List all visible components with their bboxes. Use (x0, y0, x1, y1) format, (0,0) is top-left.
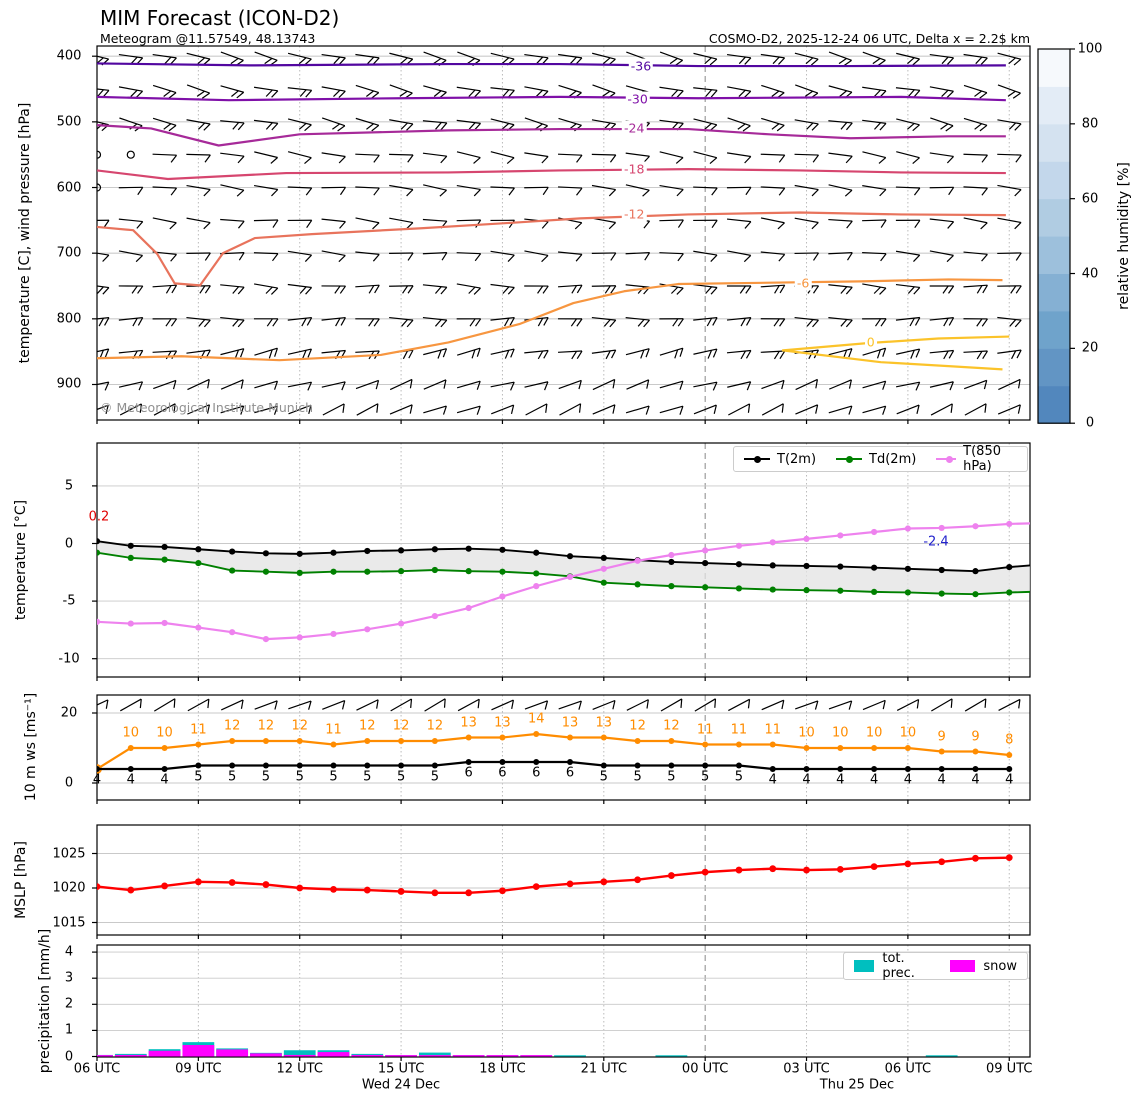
wind-gust-value: 12 (223, 718, 241, 734)
wind-gust-value: 11 (325, 722, 342, 737)
y-tick-label: 0 (64, 1049, 74, 1064)
contour-line--36 (97, 63, 1006, 66)
y-tick-label: 600 (56, 180, 82, 196)
wind-speed-value: 5 (734, 769, 744, 784)
legend-label-td2m: Td(2m) (869, 451, 917, 467)
ylabel-upper-air: temperature [C], wind pressure [hPa] (17, 102, 33, 364)
contour-line--18 (97, 169, 1006, 179)
precipitation-legend (843, 952, 1028, 980)
wind-speed-value: 5 (329, 769, 338, 784)
wind-gust-value: 10 (156, 725, 173, 741)
legend-label-totprec: tot. prec. (882, 951, 915, 981)
wind-gust-value: 13 (460, 715, 477, 730)
wind-speed-value: 5 (295, 769, 304, 784)
colorbar-label: relative humidity [%] (1116, 162, 1132, 310)
total-precip-bar (554, 1055, 586, 1056)
contour-line--30 (97, 97, 1006, 100)
y-tick-label: 2 (64, 996, 74, 1012)
snow-bar (351, 1055, 383, 1057)
t2m-min-annotation: -2.4 (923, 534, 949, 550)
wind-gust-value: 13 (494, 715, 511, 730)
colorbar-tick-label: 0 (1085, 415, 1095, 431)
wind-speed-value: 4 (937, 772, 946, 788)
colorbar-tick-label: 80 (1081, 116, 1099, 132)
wind-speed-value: 4 (802, 772, 811, 788)
snow-bar (520, 1055, 552, 1056)
snow-swatch (950, 960, 975, 972)
wind-speed-value: 4 (768, 772, 777, 788)
colorbar-tick-label: 40 (1081, 266, 1099, 282)
wind-speed-value: 5 (396, 769, 406, 784)
x-tick-label: 09 UTC (986, 1061, 1033, 1077)
snow-bar (115, 1055, 147, 1057)
contour-label: -24 (623, 120, 645, 136)
colorbar-tick-label: 100 (1077, 41, 1103, 57)
t2m-start-annotation: 0.2 (88, 509, 110, 525)
day-label-thu: Thu 25 Dec (819, 1077, 895, 1093)
wind-gust-value: 11 (696, 722, 714, 737)
wind-gust-value: 9 (971, 729, 980, 744)
legend-label-snow: snow (983, 958, 1017, 974)
meteogram-coordinates: Meteogram @11.57549, 48.13743 (100, 31, 316, 46)
snow-bar (453, 1055, 485, 1056)
y-tick-label: -10 (58, 651, 80, 667)
y-tick-label: 3 (64, 970, 74, 986)
y-tick-label: 800 (56, 311, 82, 327)
contour-label: -6 (796, 275, 810, 291)
wind-gust-value: 11 (764, 722, 782, 737)
y-tick-label: 1025 (52, 846, 86, 861)
y-tick-label: 1020 (52, 880, 86, 896)
x-tick-label: 18 UTC (479, 1061, 526, 1077)
contour-label: -12 (623, 206, 645, 222)
ylabel-wind: 10 m ws [ms⁻¹] (23, 692, 39, 802)
contour-label: 0 (866, 334, 875, 350)
legend-label-t850: T(850 hPa) (963, 444, 1001, 474)
wind-gust-value: 13 (595, 715, 613, 730)
contour-label: -18 (623, 161, 645, 177)
wind-speed-value: 5 (633, 769, 642, 784)
ylabel-precipitation: precipitation [mm/h] (37, 928, 53, 1074)
day-label-wed: Wed 24 Dec (361, 1077, 441, 1093)
contour-line--12 (97, 212, 1006, 285)
wind-gust-value: 11 (190, 722, 207, 737)
temperature-content (94, 521, 1030, 642)
wind-barbs (85, 52, 1021, 415)
legend-item-t850 (936, 444, 1017, 474)
y-tick-label: 700 (56, 245, 82, 261)
x-tick-label: 09 UTC (175, 1061, 222, 1077)
calm-wind-circle (127, 151, 134, 158)
y-tick-label: 0 (64, 536, 74, 551)
wind-gust-value: 13 (561, 715, 579, 730)
x-tick-label: 03 UTC (783, 1061, 830, 1077)
legend-item-totprec (854, 951, 930, 981)
wind-speed-value: 6 (532, 765, 541, 781)
wind-speed-value: 4 (92, 772, 102, 788)
wind-speed-value: 5 (701, 769, 710, 784)
wind-gust-value: 10 (899, 725, 917, 741)
copyright-note: © Meteorological Institute Munich (100, 400, 313, 415)
snow-bar (81, 1055, 113, 1056)
y-tick-label: 1 (64, 1022, 74, 1038)
ylabel-mslp: MSLP [hPa] (13, 841, 29, 919)
colorbar-tick-label: 60 (1081, 191, 1099, 207)
wind-speed-value: 4 (971, 772, 980, 788)
wind-speed-value: 4 (903, 772, 913, 788)
wind-gust-value: 11 (730, 722, 748, 737)
wind-gust-value: 12 (629, 718, 646, 734)
wind-speed-value: 4 (160, 772, 169, 788)
wind-speed-value: 4 (869, 772, 879, 788)
wind-speed-value: 5 (228, 769, 237, 784)
upper-air-content (85, 52, 1021, 415)
wind-speed-value: 4 (1005, 772, 1014, 788)
temperature-legend (733, 446, 1028, 472)
wind-gust-value: 12 (392, 718, 410, 734)
snow-bar (385, 1055, 417, 1056)
y-tick-label: 900 (56, 376, 82, 392)
wind-speed-value: 5 (667, 769, 676, 784)
contour-label: -30 (627, 91, 648, 107)
wind-speed-value: 5 (430, 769, 439, 784)
wind-speed-value: 6 (565, 765, 575, 781)
wind-gust-value: 12 (257, 718, 275, 734)
snow-bar (250, 1053, 282, 1056)
tot-prec-swatch (854, 960, 874, 972)
mslp-content (94, 854, 1013, 896)
y-tick-label: 20 (60, 705, 78, 721)
snow-bar (216, 1049, 248, 1056)
wind-gust-value: 10 (798, 725, 815, 741)
wind-gust-value: 10 (865, 725, 883, 741)
x-tick-label: 00 UTC (681, 1061, 729, 1077)
snow-bar (149, 1051, 181, 1057)
humidity-colorbar (1038, 49, 1075, 424)
wind-speed-value: 5 (261, 769, 271, 784)
x-tick-label: 21 UTC (580, 1061, 628, 1077)
wind-speed-value: 4 (836, 772, 845, 788)
wind-gust-value: 14 (527, 711, 545, 727)
ylabel-temperature: temperature [°C] (13, 499, 29, 621)
x-tick-label: 06 UTC (73, 1061, 121, 1077)
wind-gust-value: 8 (1005, 732, 1014, 748)
wind-speed-value: 6 (498, 765, 507, 781)
wind-speed-value: 5 (599, 769, 608, 784)
y-tick-label: 4 (64, 944, 74, 960)
snow-bar (182, 1045, 214, 1056)
legend-label-t2m: T(2m) (777, 451, 817, 467)
surface-wind-barbs (86, 699, 1020, 711)
wind-speed-value: 6 (464, 765, 473, 781)
total-precip-bar (926, 1055, 958, 1056)
legend-item-t2m (744, 452, 816, 467)
mslp-markers (94, 854, 1013, 896)
wind-panel (92, 695, 1030, 804)
wind-gust-value: 12 (359, 718, 376, 734)
colorbar-tick-label: 20 (1081, 340, 1099, 356)
snow-bar (318, 1052, 350, 1056)
wind-gust-value: 12 (426, 718, 444, 734)
x-tick-label: 15 UTC (377, 1061, 425, 1077)
y-tick-label: 0 (64, 775, 74, 791)
td2m-line-swatch (836, 458, 862, 460)
snow-bar (419, 1055, 451, 1056)
y-tick-label: 5 (64, 478, 74, 494)
wind-speed-value: 5 (363, 769, 372, 784)
t850-line-swatch (936, 458, 956, 460)
page-title: MIM Forecast (ICON-D2) (100, 6, 340, 30)
wind-gust-value: 10 (122, 725, 140, 741)
y-tick-label: 500 (56, 114, 82, 130)
upper-air-panel (92, 46, 1030, 424)
y-tick-label: 1015 (52, 915, 86, 930)
y-tick-label: -5 (62, 593, 76, 609)
wind-gust-value: 12 (663, 718, 680, 734)
precipitation-content (81, 1042, 957, 1056)
snow-bar (487, 1055, 519, 1056)
legend-item-td2m (836, 452, 916, 467)
legend-item-snow (950, 959, 1017, 974)
wind-gust-value: 10 (832, 725, 849, 741)
model-run-info: COSMO-D2, 2025-12-24 06 UTC, Delta x = 2.2$ km (708, 31, 1030, 46)
wind-gust-value: 9 (937, 729, 946, 744)
wind-speed-value: 4 (126, 772, 135, 788)
t2m-line-swatch (744, 458, 770, 460)
wind-speed-value: 5 (194, 769, 203, 784)
y-tick-label: 400 (56, 48, 82, 64)
x-tick-label: 06 UTC (884, 1061, 932, 1077)
snow-bar (284, 1055, 316, 1057)
contour-label: -36 (630, 58, 652, 74)
wind-gust-value: 12 (291, 718, 308, 734)
x-tick-label: 12 UTC (276, 1061, 323, 1077)
total-precip-bar (655, 1055, 687, 1056)
